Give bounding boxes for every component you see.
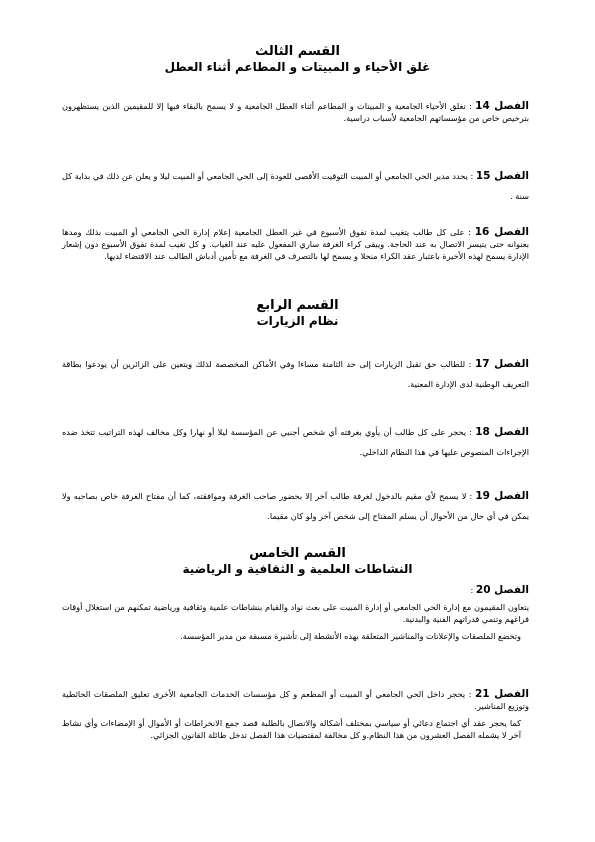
section-4-heading — [60, 298, 535, 329]
section-subtitle: غلق الأحياء و المبيتات و المطاعم أثناء العطل — [164, 60, 431, 74]
article-label: الفصل 15 — [475, 170, 529, 182]
article-17 — [62, 354, 529, 394]
article-20 — [62, 584, 529, 647]
article-text: : تغلق الأحياء الجامعية و المبيتات و المطاعم أثناء العطل الجامعية و لا يسمح بالبقاء فيها إلا للمقيمين الذين يستظهرون بترخيص خاص من مؤسساتهم الجامعية لأسباب دراسية. — [62, 101, 529, 123]
section-5-heading — [60, 546, 535, 577]
article-19 — [62, 486, 529, 526]
article-21 — [62, 688, 529, 746]
section-subtitle: نظام الزيارات — [256, 314, 339, 328]
article-text: : — [470, 585, 474, 595]
article-text: : يحجر على كل طالب أن يأوي بغرفته أي شخص أجنبي عن المؤسسة ليلا أو نهارا وكل مخالف لهذه التراتيب تتخذ ضده الإجراءات المنصوص عليها في هذا النظام الداخلي. — [62, 427, 529, 457]
section-3-heading — [60, 44, 535, 75]
article-text: : للطالب حق تقبل الزيارات إلى حد الثامنة مساءا وفي الأماكن المخصصة لذلك ويتعين على الزائرين أن يودعوا بطاقة التعريف الوطنية لدى الإدارة المعنية. — [62, 359, 529, 389]
article-18 — [62, 422, 529, 462]
article-text: : لا يسمح لأي مقيم بالدخول لغرفة طالب آخر إلا بحضور صاحب الغرفة وموافقته، كما أن مفتاح الغرفة خاص بصاحبه ولا يمكن في أي حال من الأحوال أن يسلم المفتاح إلى شخص آخر ولو كان مقيما. — [62, 491, 529, 521]
article-paragraph: وتخضع الملصقات والإعلانات والمناشير المتعلقة بهذه الأنشطة إلى تأشيرة مسبقة من مدير المؤسسة. — [180, 631, 521, 641]
article-label: الفصل 16 — [474, 226, 529, 238]
article-paragraph: كما يحجر عقد أي اجتماع دعائي أو سياسي بمختلف أشكاله والاتصال بالطلبة قصد جمع الانخراطات أو الأموال أو الإمضاءات وأي نشاط آخر لا يشمله الفصل العشرون من هذا النظام.و كل مخالفة لمقتضيات هذا الفصل تدخل طائلة القانون الجزائي. — [62, 718, 521, 740]
section-title: القسم الثالث — [255, 44, 340, 59]
article-14 — [62, 100, 529, 129]
article-text: : يحجر داخل الحي الجامعي أو المبيت أو المطعم و كل مؤسسات الخدمات الجامعية الأخرى تعليق الملصقات الحائطية وتوزيع المناشير. — [62, 689, 529, 711]
article-label: الفصل 18 — [475, 426, 529, 438]
article-paragraph: يتعاون المقيمون مع إدارة الحي الجامعي أو إدارة المبيت على بعث نواد والقيام بنشاطات علمية وثقافية ورياضية تمكنهم من استغلال أوقات فراغهم وتنمي قدراتهم الفنية والبدنية. — [62, 602, 529, 624]
article-label: الفصل 19 — [475, 490, 529, 502]
article-label: الفصل 21 — [474, 688, 529, 700]
article-label: الفصل 20 — [475, 584, 529, 596]
article-label: الفصل 14 — [475, 100, 529, 112]
section-subtitle: النشاطات العلمية و الثقافية و الرياضية — [182, 562, 413, 576]
section-title: القسم الخامس — [249, 546, 346, 561]
article-15 — [62, 166, 529, 206]
article-16 — [62, 226, 529, 267]
section-title: القسم الرابع — [256, 298, 339, 313]
article-text: : يحدد مدير الحي الجامعي أو المبيت التوقيت الأقصى للعودة إلى الحي الجامعي أو المبيت ليلا و يعلن عن ذلك في بداية كل سنة . — [62, 171, 529, 201]
article-text: : على كل طالب يتغيب لمدة تفوق الأسبوع في غير العطل الجامعية إعلام إدارة الحي الجامعي أو المبيت بذلك ومدها بعنوانه حتى يتيسر الاتصال به عند الحاجة. ويبقى كراء الغرفة ساري المفعول عليه عند الغياب. و كل تغيب لمدة تفوق الأسبوع دون إشعار الإدارة يسمح لهذه الأخيرة باعتبار عقد الكراء منحلا و يسمح لها بالتصرف في الغرفة مع تأمين أدباش الطالب عند الاقتضاء لديها. — [62, 227, 529, 261]
article-label: الفصل 17 — [474, 358, 529, 370]
